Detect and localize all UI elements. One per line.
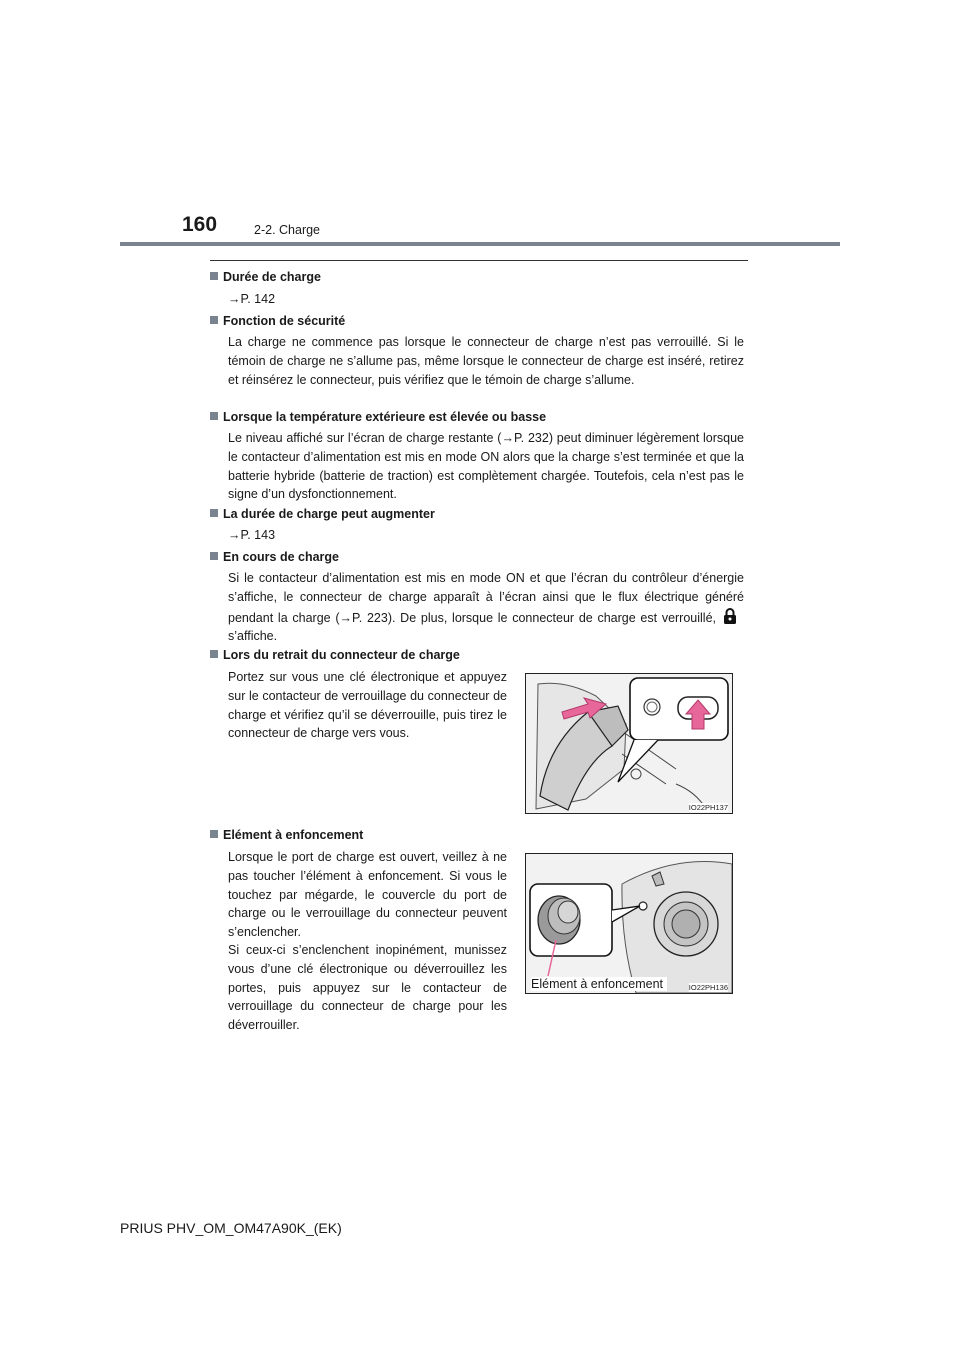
- lock-icon: [721, 607, 739, 625]
- figure-push-element: [525, 853, 733, 994]
- bullet-square-icon: [210, 830, 218, 838]
- content-rule: [210, 260, 748, 261]
- heading-temperature: Lorsque la température extérieure est élevée ou basse: [210, 410, 546, 424]
- bullet-square-icon: [210, 272, 218, 280]
- arrow-icon: →: [501, 431, 514, 445]
- bullet-square-icon: [210, 412, 218, 420]
- header-rule: [120, 242, 840, 246]
- paragraph-temperature: Le niveau affiché sur l’écran de charge restante (→P. 232) peut diminuer légèrement lorsque le contacteur d’alimentation est mis en mode ON alors que la charge s’est terminée et que la batterie hybride (batterie de traction) est complètement chargée. Toutefois, cela n’est pas le signe d’un dysfonctionnement.: [228, 431, 745, 502]
- page-reference: →P. 143: [228, 528, 276, 542]
- bullet-square-icon: [210, 552, 218, 560]
- arrow-icon: →: [228, 528, 241, 542]
- heading-duree-augmenter: La durée de charge peut augmenter: [210, 507, 435, 521]
- heading-fonction-securite: Fonction de sécurité: [210, 314, 345, 328]
- paragraph-fonction-securite: La charge ne commence pas lorsque le connecteur de charge n’est pas verrouillé. Si le témoin de charge ne s’allume pas, même lorsque le connecteur de charge est inséré, retirez et réinsérez le connecteur, puis vérifiez que le témoin de charge s’allume.: [228, 335, 744, 387]
- heading-retrait: Lors du retrait du connecteur de charge: [210, 648, 460, 662]
- paragraph-en-cours: Si le contacteur d’alimentation est mis en mode ON et que l’écran du contrôleur d’énergie s’affiche, le connecteur de charge apparaît à l’écran ainsi que le flux électrique généré pendant la charge (→P. 223). De plus, lorsque le connecteur de charge est verrouillé,s’affiche.: [228, 571, 744, 644]
- figure-code: IO22PH137: [688, 803, 728, 812]
- bullet-square-icon: [210, 509, 218, 517]
- charge-port-illustration: [526, 854, 732, 993]
- bullet-square-icon: [210, 316, 218, 324]
- heading-duree-de-charge: Durée de charge: [210, 270, 321, 284]
- figure-connector-release: [525, 673, 733, 814]
- figure-caption: Elément à enfoncement: [531, 977, 667, 991]
- footer-doc-id: PRIUS PHV_OM_OM47A90K_(EK): [120, 1220, 342, 1236]
- section-label: 2-2. Charge: [254, 223, 321, 237]
- page-number: 160: [182, 213, 218, 236]
- paragraph-retrait: Portez sur vous une clé électronique et appuyez sur le contacteur de verrouillage du connecteur de charge et vérifiez qu’il se déverrouille, puis tirez le connecteur de charge vers vous.: [228, 670, 507, 741]
- arrow-icon: →: [339, 610, 353, 625]
- paragraph-enfoncement-2: Si ceux-ci s’enclenchent inopinément, munissez vous d’une clé électronique ou déverrouillez les portes, puis appuyez sur le contacteur de verrouillage du connecteur de charge pour les déverrouiller.: [228, 943, 507, 1033]
- bullet-square-icon: [210, 650, 218, 658]
- heading-en-cours: En cours de charge: [210, 550, 339, 564]
- paragraph-enfoncement-1: Lorsque le port de charge est ouvert, veillez à ne pas toucher l’élément à enfoncement. Si vous le touchez par mégarde, le couvercle du port de charge ou le verrouillage du connecteur peuvent s’enclencher.: [228, 850, 507, 940]
- page-reference: →P. 142: [228, 292, 276, 306]
- arrow-icon: →: [228, 292, 241, 306]
- figure-code: IO22PH136: [688, 983, 728, 992]
- charging-connector-illustration: [526, 674, 732, 813]
- heading-element-enfoncement: Elément à enfoncement: [210, 828, 363, 842]
